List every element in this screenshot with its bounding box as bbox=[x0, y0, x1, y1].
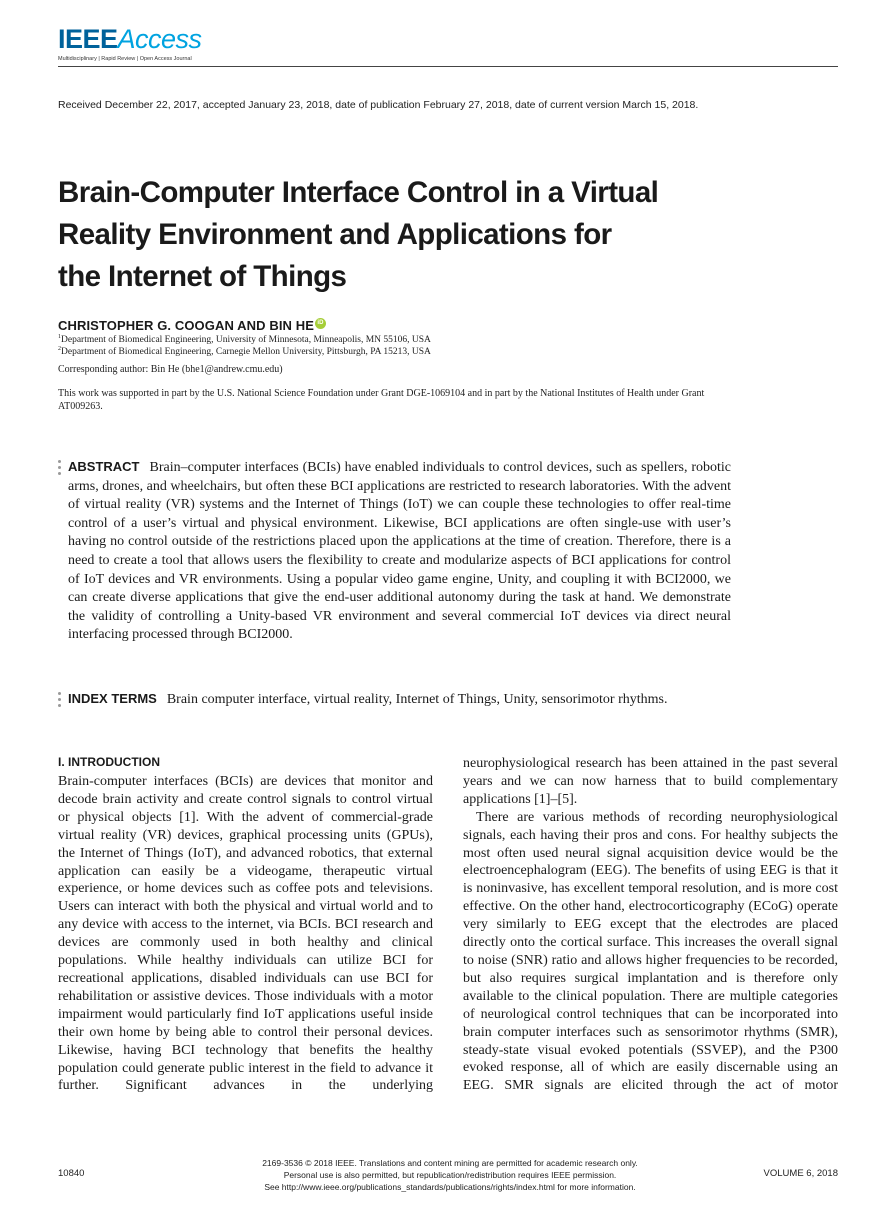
title-line: Reality Environment and Applications for bbox=[58, 218, 612, 251]
index-terms-label: INDEX TERMS bbox=[68, 691, 157, 706]
page-number: 10840 bbox=[58, 1168, 85, 1179]
abstract-label: ABSTRACT bbox=[68, 459, 140, 474]
logo-ieee-text: IEEE bbox=[58, 24, 118, 54]
paper-title bbox=[58, 172, 698, 298]
right-column-paragraph: neurophysiological research has been attained in the past several years and we can now harness that to build complementary applications [1]–[5]. bbox=[463, 756, 838, 807]
index-terms bbox=[68, 690, 768, 709]
notice-line: Personal use is also permitted, but republication/redistribution requires IEEE permission. bbox=[283, 1170, 617, 1180]
header-divider bbox=[58, 66, 838, 67]
affiliation-text: Department of Biomedical Engineering, Carnegie Mellon University, Pittsburgh, PA 15213, USA bbox=[61, 347, 431, 358]
affiliation-number: 2 bbox=[58, 346, 61, 352]
affiliation-2 bbox=[58, 346, 431, 357]
index-terms-text: Brain computer interface, virtual reality, Internet of Things, Unity, sensorimotor rhythms. bbox=[166, 692, 668, 707]
received-dates: Received December 22, 2017, accepted January 23, 2018, date of publication February 27, 2018, date of current version March 15, 2018. bbox=[58, 99, 699, 111]
abstract-marker-dots bbox=[58, 460, 62, 478]
author-list bbox=[58, 318, 326, 333]
copyright-notice bbox=[180, 1157, 720, 1193]
right-column-paragraph: There are various methods of recording neurophysiological signals, each having their pros and cons. For healthy subjects the most often used neural signal acquisition device would be the electroencephalogram (EEG). The benefits of using EEG is that it is noninvasive, has excellent temporal resolution, and is more cost effective. On the other hand, electrocorticography (ECoG) operate very similarly to EEG except that the electrodes are placed directly onto the cortical surface. This increases the overall signal to noise (SNR) ratio and allows higher frequencies to be recorded, but also requires surgical implantation and is therefore only available to the clinical population. There are multiple categories of neurological control techniques that can be incorporated into brain computer interfaces such as sensorimotor rhythms (SMR), steady-state visual evoked potentials (SSVEP), and the P300 evoked response, all of which are easily discernable using an EEG. SMR signals are elicited through the act of motor bbox=[463, 809, 838, 1094]
title-line: Brain-Computer Interface Control in a Virtual bbox=[58, 176, 659, 209]
section-heading: I. INTRODUCTION bbox=[58, 755, 160, 769]
authors-text: CHRISTOPHER G. COOGAN AND BIN HE bbox=[58, 318, 314, 333]
corresponding-author: Corresponding author: Bin He (bhe1@andrew.cmu.edu) bbox=[58, 364, 283, 375]
orcid-icon[interactable]: iD bbox=[315, 318, 326, 329]
abstract bbox=[68, 458, 731, 645]
title-line: the Internet of Things bbox=[58, 260, 347, 293]
journal-tagline: Multidisciplinary | Rapid Review | Open Access Journal bbox=[58, 56, 192, 62]
volume-label: VOLUME 6, 2018 bbox=[763, 1168, 838, 1179]
affiliation-number: 1 bbox=[58, 334, 61, 340]
left-column-text: Brain-computer interfaces (BCIs) are devices that monitor and decode brain activity and create control signals to control virtual or physical objects [1]. With the advent of commercial-grade virtual reality (VR) devices, graphical processing units (GPUs), the Internet of Things (IoT), and advanced robotics, that external application can easily be a videogame, therapeutic virtual experience, or home devices such as coffee pots and televisions. Users can interact with both the physical and virtual world and to any device with access to the internet, via BCIs. BCI research and devices are commonly used in both healthy and clinical populations. While healthy individuals can utilize BCI for recreational applications, disabled individuals can use BCI for rehabilitation or assistive devices. Those individuals with a motor impairment would particularly find IoT applications useful inside their own home by being able to control their personal devices. Likewise, having BCI technology that benefits the healthy population could generate public interest in the field to advance it further. Significant advances in the underlying bbox=[58, 774, 433, 1094]
logo-access-text: Access bbox=[117, 24, 202, 54]
affiliation-1 bbox=[58, 334, 431, 345]
abstract-text: Brain–computer interfaces (BCIs) have enabled individuals to control devices, such as spellers, robotic arms, drones, and wheelchairs, but often these BCI applications are restricted to research laboratories. With the advent of virtual reality (VR) systems and the Internet of Things (IoT) we can couple these technologies to offer real-time control of a user’s virtual and physical environment. Likewise, BCI applications are often single-use with user’s having no control outside of the restrictions placed upon the applications at the time of creation. Therefore, there is a need to create a tool that allows users the flexibility to create and modularize aspects of BCI applications for control of IoT devices and VR environments. Using a popular video game engine, Unity, and coupling it with BCI2000, we can create diverse applications that give the end-user additional autonomy during the task at hand. We demonstrate the validity of controlling a Unity-based VR environment and several commercial IoT devices via direct neural interfacing processed through BCI2000. bbox=[68, 460, 731, 643]
funding-note: This work was supported in part by the U.S. National Science Foundation under Grant DGE-1069104 and in part by the National Institutes of Health under Grant AT009263. bbox=[58, 388, 705, 412]
notice-line[interactable]: See http://www.ieee.org/publications_standards/publications/rights/index.html for more information. bbox=[264, 1182, 636, 1192]
right-column bbox=[463, 755, 838, 1095]
journal-logo bbox=[58, 24, 202, 54]
notice-line: 2169-3536 © 2018 IEEE. Translations and content mining are permitted for academic research only. bbox=[262, 1158, 638, 1168]
index-terms-marker-dots bbox=[58, 692, 62, 710]
affiliation-text: Department of Biomedical Engineering, University of Minnesota, Minneapolis, MN 55106, USA bbox=[61, 335, 431, 346]
